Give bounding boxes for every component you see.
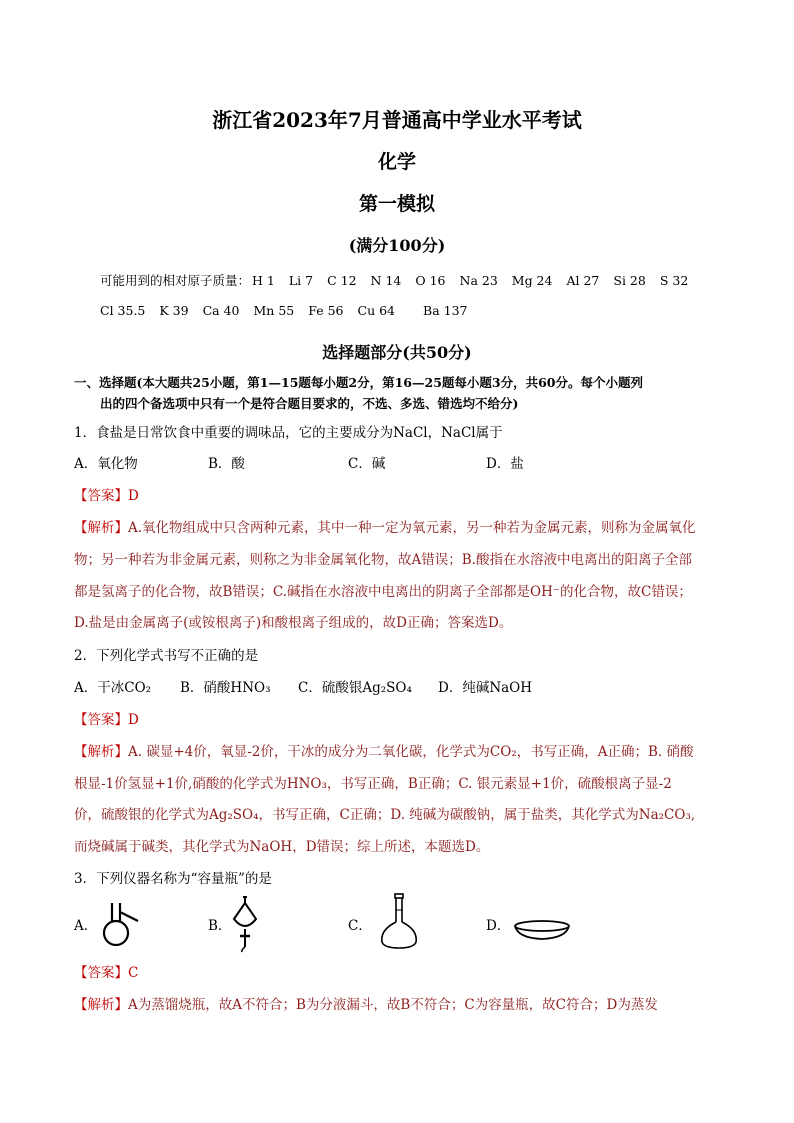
- atomic-mass: S 32: [659, 273, 689, 288]
- atomic-mass: Al 27: [566, 273, 600, 288]
- q3-option-a: A．: [74, 918, 98, 934]
- q2-option-c: C．硫酸银Ag₂SO₄: [298, 680, 412, 696]
- q2-option-d: D．纯碱NaOH: [438, 680, 533, 696]
- q2-analysis-3: 价，硫酸银的化学式为Ag₂SO₄，书写正确，C正确；D. 纯碱为碳酸钠，属于盐类，其化学式为Na₂CO₃,: [74, 807, 696, 823]
- section-instructions-2: 出的四个备选项中只有一个是符合题目要求的，不选、多选、错选均不给分): [100, 396, 519, 411]
- q2-answer-value: D: [128, 712, 139, 728]
- q1-option-a: A．氧化物: [74, 456, 138, 472]
- q2-answer: [74, 708, 139, 728]
- full-score: (满分100分): [348, 236, 446, 255]
- analysis-text: A. 碳显+4价，氧显-2价，干冰的成分为二氧化碳，化学式为CO₂，书写正确，A正确；B. 硝酸: [128, 744, 694, 760]
- atomic-mass: Li 7: [288, 273, 314, 288]
- section-title: 选择题部分(共50分): [322, 343, 472, 362]
- q3-analysis-1: [74, 993, 658, 1013]
- atomic-mass: Ca 40: [202, 303, 240, 318]
- atomic-mass: Ba 137: [423, 303, 468, 318]
- q1-stem: 1．食盐是日常饮食中重要的调味品，它的主要成分为NaCl，NaCl属于: [74, 425, 503, 441]
- q2-stem: 2．下列化学式书写不正确的是: [74, 648, 259, 664]
- atomic-masses-row2: [100, 303, 482, 319]
- q1-analysis-2: 物；另一种若为非金属元素，则称之为非金属氧化物，故A错误；B.酸指在水溶液中电离出的阳离子全部: [74, 552, 692, 568]
- atomic-mass: Mn 55: [253, 303, 295, 318]
- atomic-mass: Si 28: [613, 273, 646, 288]
- analysis-label: 【解析】: [74, 520, 128, 536]
- evaporating-dish-icon: [512, 918, 572, 944]
- atomic-masses-label: 可能用到的相对原子质量：: [100, 273, 251, 288]
- subject-title: 化学: [377, 151, 416, 173]
- answer-label: 【答案】: [74, 965, 128, 981]
- q3-option-b: B．: [208, 918, 232, 934]
- q1-option-d: D．盐: [486, 456, 524, 472]
- atomic-mass: O 16: [415, 273, 446, 288]
- atomic-mass: Na 23: [459, 273, 498, 288]
- q1-answer-value: D: [128, 488, 139, 504]
- atomic-mass: Fe 56: [308, 303, 344, 318]
- atomic-masses-row1: [100, 271, 702, 289]
- separatory-funnel-icon: [230, 895, 260, 953]
- exam-title: 浙江省2023年7月普通高中学业水平考试: [212, 108, 582, 132]
- q3-stem: 3．下列仪器名称为“容量瓶”的是: [74, 871, 272, 887]
- analysis-text: A为蒸馏烧瓶，故A不符合；B为分液漏斗，故B不符合；C为容量瓶，故C符合；D为蒸发: [128, 997, 658, 1013]
- atomic-mass: C 12: [327, 273, 357, 288]
- q1-answer: [74, 484, 139, 504]
- q2-option-b: B．硝酸HNO₃: [180, 680, 271, 696]
- analysis-text: A.氧化物组成中只含两种元素，其中一种一定为氧元素，另一种若为金属元素，则称为金属氧化: [128, 520, 696, 536]
- atomic-mass: Mg 24: [511, 273, 553, 288]
- q2-analysis-4: 而烧碱属于碱类，其化学式为NaOH，D错误；综上所述，本题选D。: [74, 839, 490, 855]
- analysis-label: 【解析】: [74, 744, 128, 760]
- q2-analysis-1: [74, 740, 693, 760]
- q3-option-c: C．: [348, 918, 372, 934]
- q2-option-a: A．干冰CO₂: [74, 680, 152, 696]
- analysis-label: 【解析】: [74, 997, 128, 1013]
- answer-label: 【答案】: [74, 712, 128, 728]
- atomic-mass: K 39: [159, 303, 189, 318]
- atomic-mass: Cl 35.5: [100, 303, 146, 318]
- q2-analysis-2: 根显-1价氢显+1价,硝酸的化学式为HNO₃，书写正确，B正确；C. 银元素显+1价，硫酸根离子显-2: [74, 776, 672, 792]
- q1-analysis-4: D.盐是由金属离子(或铵根离子)和酸根离子组成的，故D正确；答案选D。: [74, 615, 513, 631]
- section-instructions-1: 一、选择题(本大题共25小题，第1—15题每小题2分，第16—25题每小题3分，共60分。每个小题列: [74, 375, 643, 390]
- distillation-flask-icon: [98, 897, 144, 949]
- q1-analysis-1: [74, 516, 696, 536]
- mock-title: 第一模拟: [358, 193, 435, 215]
- q1-option-b: B．酸: [208, 456, 245, 472]
- atomic-mass: N 14: [370, 273, 402, 288]
- q1-analysis-3: 都是氢离子的化合物，故B错误；C.碱指在水溶液中电离出的阴离子全部都是OH⁻的化合物，故C错误；: [74, 584, 692, 600]
- atomic-mass: Cu 64: [357, 303, 396, 318]
- q3-option-d: D．: [486, 918, 511, 934]
- atomic-mass: H 1: [252, 273, 275, 288]
- q3-answer-value: C: [128, 965, 139, 981]
- q3-answer: [74, 961, 138, 981]
- q1-option-c: C．碱: [348, 456, 386, 472]
- answer-label: 【答案】: [74, 488, 128, 504]
- volumetric-flask-icon: [376, 892, 422, 950]
